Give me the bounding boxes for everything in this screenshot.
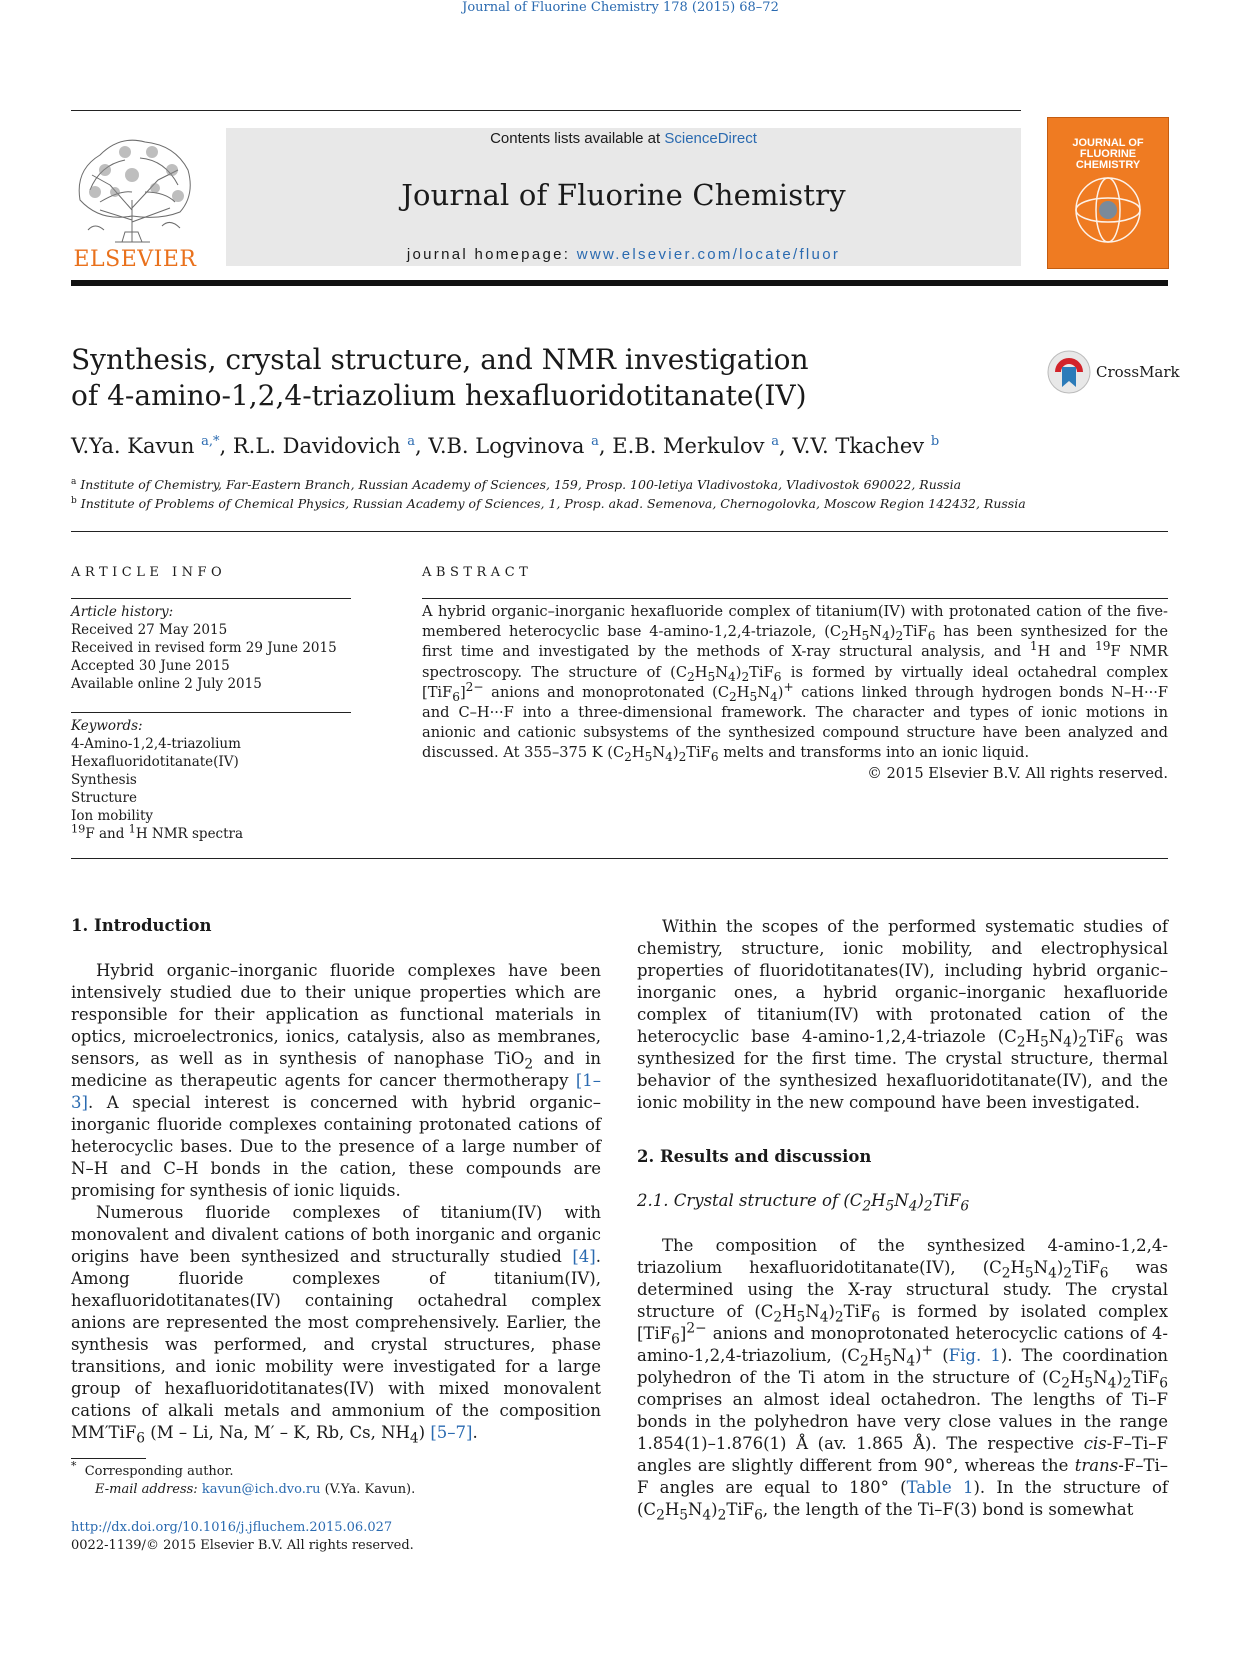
corresponding-author-label: Corresponding author. (84, 1464, 234, 1479)
article-info-rule (71, 598, 351, 599)
corresponding-author-note: * Corresponding author. (71, 1459, 234, 1479)
elsevier-wordmark: ELSEVIER (73, 247, 197, 272)
subsection-prefix: 2.1. Crystal structure of (637, 1191, 844, 1210)
email-note (95, 1482, 415, 1497)
homepage-link[interactable]: www.elsevier.com/locate/fluor (576, 246, 841, 263)
atom-icon (1068, 170, 1148, 250)
affiliation-a (71, 477, 961, 492)
keyword-item: Synthesis (71, 772, 137, 788)
keyword-item: Ion mobility (71, 808, 154, 824)
abstract-heading: ABSTRACT (422, 565, 533, 580)
email-label: E-mail address: (95, 1482, 202, 1497)
keyword-item: 4-Amino-1,2,4-triazolium (71, 736, 241, 752)
journal-header-box (226, 128, 1021, 266)
table-link[interactable]: Table 1 (906, 1478, 974, 1497)
history-item: Accepted 30 June 2015 (71, 658, 230, 674)
doi-note (71, 1520, 392, 1535)
abstract-copyright: © 2015 Elsevier B.V. All rights reserved. (867, 765, 1168, 782)
author-name: R.L. Davidovich (232, 434, 401, 458)
crossmark-label: CrossMark (1096, 363, 1180, 381)
homepage-prefix: journal homepage: (406, 246, 577, 263)
paragraph: Hybrid organic–inorganic fluoride complexes have been intensively studied due to their unique properties which are responsible for their application as functional materials in optics, microelectronics, ionics, catalysis, also as membranes, sensors, as well as in synthesis of nanophase TiO$_2$ and in medicine as therapeutic agents for cancer thermotherapy [1–3]. A special interest is concerned with hybrid organic–inorganic fluoride complexes containing protonated cations of heterocyclic bases. Due to the presence of a large number of N–H and C–H bonds in the cation, these compounds are promising for synthesis of ionic liquids. (71, 961, 601, 1200)
article-title-line-1: Synthesis, crystal structure, and NMR investigation (71, 343, 809, 376)
journal-name: Journal of Fluorine Chemistry (401, 178, 846, 212)
author-name: V.B. Logvinova (428, 434, 585, 458)
doi-link[interactable]: http://dx.doi.org/10.1016/j.jfluchem.2015.06.027 (71, 1520, 393, 1535)
author-affiliation-link[interactable]: a,* (201, 434, 220, 449)
paragraph: The composition of the synthesized 4-amino-1,2,4-triazolium hexafluoridotitanate(IV), $(C_2H_5N_4)_2TiF_6$ was determined using the X-ray structural study. The crystal structure of $(C_2H_5N_4)_2TiF_6$ is formed by isolated complex $[TiF_6]^{2-}$ anions and monoprotonated heterocyclic cations of 4-amino-1,2,4-triazolium, $(C_2H_5N_4)^+$ (Fig. 1). The coordination polyhedron of the Ti atom in the structure of $(C_2H_5N_4)_2TiF_6$ comprises an almost ideal octahedron. The lengths of Ti–F bonds in the polyhedron have very close values in the range 1.854(1)–1.876(1) Å (av. 1.865 Å). The respective cis-F–Ti–F angles are slightly different from 90°, whereas the trans-F–Ti–F angles are equal to 180° (Table 1). In the structure of $(C_2H_5N_4)_2TiF_6$, the length of the Ti–F(3) bond is somewhat (637, 1236, 1169, 1524)
crossmark-icon (1046, 349, 1092, 395)
history-item: Received 27 May 2015 (71, 622, 228, 638)
keyword-item: Structure (71, 790, 137, 806)
journal-cover-image[interactable] (1047, 117, 1169, 269)
contents-prefix: Contents lists available at (490, 130, 665, 147)
homepage-line (226, 246, 1021, 263)
email-link[interactable]: kavun@ich.dvo.ru (201, 1482, 321, 1497)
history-item: Available online 2 July 2015 (71, 676, 262, 692)
introduction-text-continued (637, 916, 1168, 1114)
citation-link[interactable]: [1–3] (71, 1071, 601, 1112)
author-affiliation-link[interactable]: a (591, 434, 599, 449)
journal-reference-link[interactable]: Journal of Fluorine Chemistry 178 (2015) 68–72 (462, 0, 779, 15)
article-title (71, 342, 931, 414)
author-name: V.Ya. Kavun (71, 434, 195, 458)
footnote-rule (71, 1458, 146, 1459)
abstract-bottom-rule (71, 858, 1168, 859)
author-name: V.V. Tkachev (792, 434, 925, 458)
issn-note: 0022-1139/© 2015 Elsevier B.V. All rights reserved. (71, 1538, 414, 1553)
affiliations-rule (71, 531, 1168, 532)
subsection-heading-crystal-structure: 2.1. Crystal structure of $(C_2H_5N_4)_2TiF_6$ (637, 1191, 970, 1215)
crystal-structure-text (637, 1235, 1169, 1524)
history-item: Received in revised form 29 June 2015 (71, 640, 337, 656)
citation-link[interactable]: [5–7] (430, 1423, 473, 1442)
section-heading-introduction: 1. Introduction (71, 916, 212, 935)
cover-title: JOURNAL OF FLUORINE CHEMISTRY (1072, 137, 1144, 171)
article-history-label: Article history: (71, 604, 174, 620)
crossmark-badge[interactable] (1046, 349, 1180, 397)
abstract-text: A hybrid organic–inorganic hexafluoride complex of titanium(IV) with protonated cation of the five-membered heterocyclic base 4-amino-1,2,4-triazole, $(C_2H_5N_4)_2TiF_6$ has been synthesized for the first time and investigated by the methods of X-ray structural analysis, and $^1$H and $^{19}$F NMR spectroscopy. The structure of $(C_2H_5N_4)_2TiF_6$ is formed by virtually ideal octahedral complex $[TiF_6]^{2-}$ anions and monoprotonated $(C_2H_5N_4)^+$ cations linked through hydrogen bonds N–H···F and C–H···F into a three-dimensional framework. The character and types of ionic motions in anionic and cationic subsystems of the synthesized compound structure have been analyzed and discussed. At 355–375 K $(C_2H_5N_4)_2TiF_6$ melts and transforms into an ionic liquid. (422, 603, 1168, 765)
affiliation-text: Institute of Chemistry, Far-Eastern Branch, Russian Academy of Sciences, 159, Prosp. 100-letiya Vladivostoka, Vladivostok 690022, Russia (80, 477, 962, 492)
author-affiliation-link[interactable]: a (771, 434, 779, 449)
article-info-heading: ARTICLE INFO (71, 565, 227, 580)
affiliation-text: Institute of Problems of Chemical Physics, Russian Academy of Sciences, 1, Prosp. akad. Semenova, Chernogolovka, Moscow Region 142432, Russia (80, 496, 1026, 511)
abstract-rule (422, 598, 1168, 599)
keyword-item-nmr: $^{19}$F and $^1$H NMR spectra (71, 822, 244, 842)
article-history (71, 603, 337, 693)
introduction-text (71, 960, 601, 1447)
sciencedirect-link[interactable]: ScienceDirect (664, 130, 757, 147)
keywords-block (71, 717, 243, 843)
paragraph: Numerous fluoride complexes of titanium(IV) with monovalent and divalent cations of both inorganic and organic origins have been synthesized and structurally studied [4]. Among fluoride complexes of titanium(IV), hexafluoridotitanates(IV) containing octahedral complex anions are represented the most comprehensively. Earlier, the synthesis was performed, and crystal structures, phase transitions, and ionic mobility were investigated for a large group of hexafluoridotitanates(IV) with mixed monovalent cations of alkali metals and ammonium of the composition MM′TiF$_6$ (M – Li, Na, M′ – K, Rb, Cs, $NH_4$) [5–7]. (71, 1203, 601, 1447)
keyword-item: Hexafluoridotitanate(IV) (71, 754, 239, 770)
header-thick-rule (71, 280, 1168, 286)
affiliation-b (71, 496, 1026, 511)
citation-link[interactable]: [4] (572, 1247, 596, 1266)
author-affiliation-link[interactable]: b (930, 434, 940, 449)
email-owner: (V.Ya. Kavun). (320, 1482, 416, 1497)
figure-link[interactable]: Fig. 1 (948, 1346, 1001, 1365)
paragraph: Within the scopes of the performed systematic studies of chemistry, structure, ionic mobility, and electrophysical properties of fluoridotitanates(IV), including hybrid organic–inorganic ones, a hybrid organic–inorganic hexafluoride complex of titanium(IV) with protonated cation of the heterocyclic base 4-amino-1,2,4-triazole $(C_2H_5N_4)_2TiF_6$ was synthesized for the first time. The crystal structure, thermal behavior of the synthesized hexafluoridotitanate(IV), and the ionic mobility in the new compound have been investigated. (637, 917, 1168, 1112)
affiliation-mark: a (71, 476, 77, 487)
article-title-line-2: of 4-amino-1,2,4-triazolium hexafluoridotitanate(IV) (71, 379, 807, 412)
author-name: E.B. Merkulov (612, 434, 765, 458)
section-heading-results: 2. Results and discussion (637, 1147, 872, 1166)
affiliation-mark: b (71, 495, 77, 506)
keywords-label: Keywords: (71, 718, 143, 734)
contents-line (226, 130, 1021, 147)
keywords-rule (71, 712, 351, 713)
author-list: V.Ya. Kavun $^{a,*}$, R.L. Davidovich $^a$, V.B. Logvinova $^a$, E.B. Merkulov $^a$, V.V. Tkachev $^b$ (71, 434, 940, 458)
header-top-rule (71, 110, 1021, 111)
author-affiliation-link[interactable]: a (407, 434, 415, 449)
